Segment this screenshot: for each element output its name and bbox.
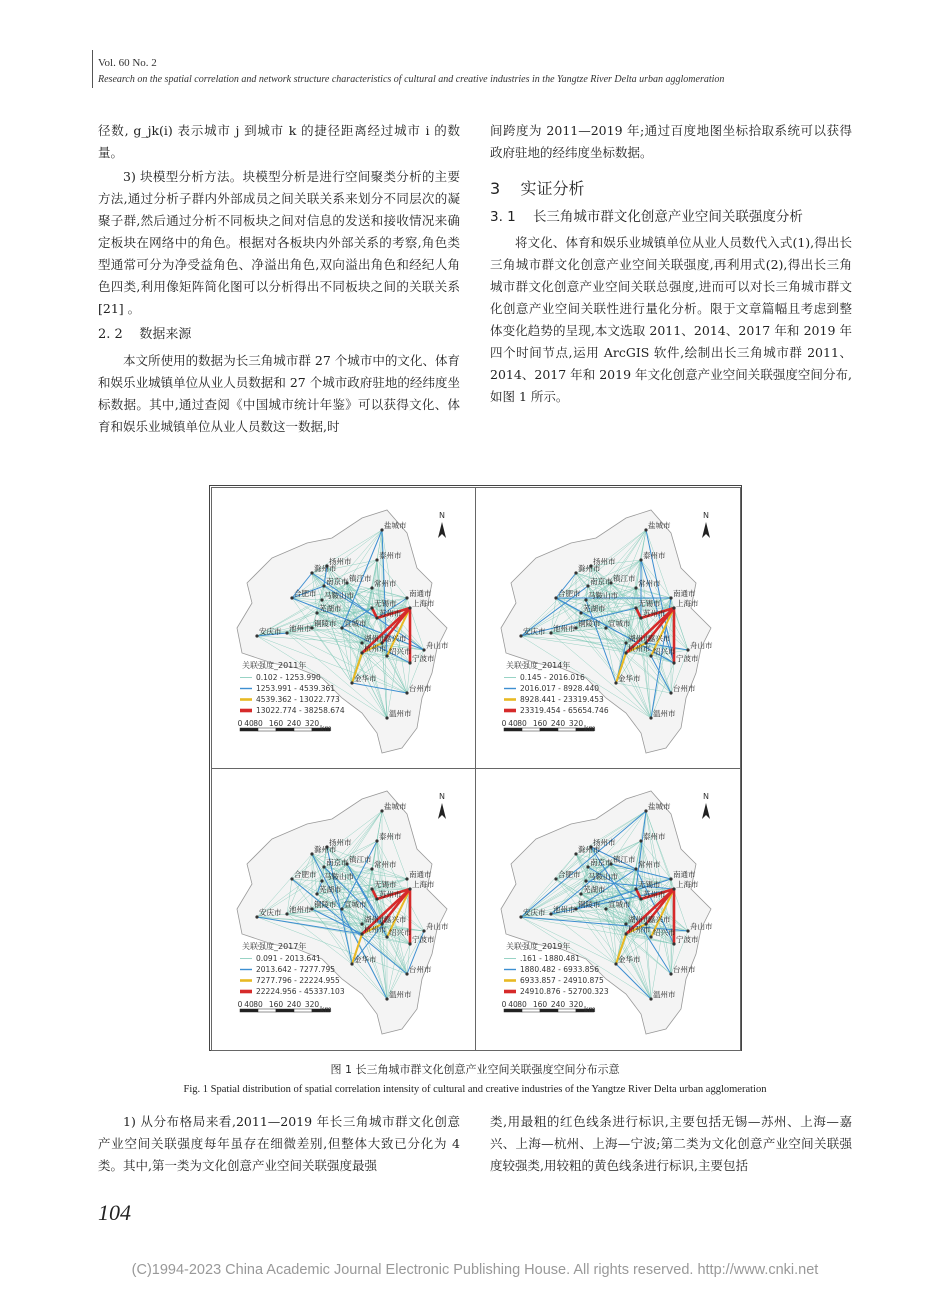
scale-tick: 240 [286, 719, 302, 728]
city-label: 铜陵市 [578, 619, 601, 628]
city-label: 铜陵市 [314, 619, 337, 628]
city-label: 金华市 [618, 955, 641, 964]
legend-label: 7277.796 - 22224.955 [256, 976, 340, 985]
city-label: 台州市 [409, 684, 432, 693]
journal-volume: Vol. 60 No. 2 [98, 57, 157, 69]
legend-title: 关联强度_2017年 [242, 942, 307, 951]
city-label: 合肥市 [294, 870, 317, 879]
map-svg [212, 488, 476, 769]
city-label: 南通市 [673, 870, 696, 879]
city-label: 常州市 [638, 579, 661, 588]
section-title: 实证分析 [520, 179, 585, 198]
scale-tick: 320 [568, 1000, 584, 1009]
city-label: 马鞍山市 [324, 591, 354, 600]
map-panel-2017 [211, 768, 477, 1051]
city-label: 杭州市 [628, 925, 651, 934]
city-label: 盐城市 [384, 802, 407, 811]
figure-caption-cn: 图 1 长三角城市群文化创意产业空间关联强度空间分布示意 [330, 1063, 620, 1076]
city-label: 湖州市 [628, 915, 651, 924]
scale-bar-segment [294, 1009, 312, 1012]
scale-tick: 320 [568, 719, 584, 728]
city-label: 合肥市 [294, 589, 317, 598]
city-label: 南京市 [326, 577, 349, 586]
city-label: 铜陵市 [578, 900, 601, 909]
city-label: 合肥市 [558, 870, 581, 879]
city-label: 湖州市 [628, 634, 651, 643]
legend-label: 4539.362 - 13022.773 [256, 695, 340, 704]
map-panel-2019 [475, 768, 741, 1051]
city-label: 泰州市 [379, 832, 402, 841]
city-label: 宣城市 [344, 619, 367, 628]
city-label: 镇江市 [613, 855, 636, 864]
scale-tick: 240 [550, 719, 566, 728]
city-label: 舟山市 [426, 922, 449, 931]
city-label: 温州市 [653, 709, 676, 718]
map-svg [476, 488, 740, 769]
section-title: 数据来源 [139, 327, 192, 342]
scale-bar-segment [276, 728, 294, 731]
city-label: 无锡市 [374, 599, 397, 608]
city-label: 常州市 [374, 860, 397, 869]
legend-label: .161 - 1880.481 [520, 954, 580, 963]
bottom-right-paragraph: 类,用最粗的红色线条进行标识,主要包括无锡—苏州、上海—嘉兴、上海—杭州、上海—宁波;第二类为文化创意产业空间关联强度较强类,用较粗的黄色线条进行标识,主要包括 [490, 1114, 852, 1173]
scale-bar-segment [276, 1009, 294, 1012]
city-label: 池州市 [553, 905, 576, 914]
section-number: 3 [490, 179, 501, 198]
bottom-left-paragraph: 1) 从分布格局来看,2011—2019 年长三角城市群文化创意产业空间关联强度每年虽存在细微差别,但整体大致已分化为 4 类。其中,第一类为文化创意产业空间关联强度最强 [98, 1114, 460, 1173]
city-label: 苏州市 [379, 609, 402, 618]
city-label: 舟山市 [690, 922, 713, 931]
city-label: 金华市 [354, 955, 377, 964]
scale-bar-segment [558, 1009, 576, 1012]
city-label: 嘉兴市 [384, 915, 407, 924]
scale-bar-segment [522, 1009, 540, 1012]
legend-label: 0.102 - 1253.990 [256, 673, 321, 682]
city-label: 芜湖市 [319, 604, 342, 613]
scale-unit: km [320, 724, 332, 733]
section-heading [490, 178, 852, 200]
city-label: 嘉兴市 [384, 634, 407, 643]
north-label: N [439, 792, 445, 801]
city-label: 台州市 [409, 965, 432, 974]
legend-label: 1253.991 - 4539.361 [256, 684, 336, 693]
city-label: 南京市 [326, 858, 349, 867]
city-label: 绍兴市 [389, 647, 412, 656]
map-svg [476, 769, 740, 1050]
city-label: 无锡市 [638, 599, 661, 608]
scale-tick: 160 [532, 1000, 548, 1009]
legend-label: 2013.642 - 7277.795 [256, 965, 336, 974]
scale-tick: 40 [244, 719, 254, 728]
city-label: 宁波市 [676, 654, 699, 663]
journal-english-title: Research on the spatial correlation and network structure characteristics of cultural and creative industries in the Yangtze River Delta urban agglomeration [98, 74, 725, 85]
scale-unit: km [584, 724, 596, 733]
scale-unit: km [584, 1005, 596, 1014]
subsection-number: 3. 1 [490, 209, 516, 225]
city-label: 马鞍山市 [588, 872, 618, 881]
city-label: 合肥市 [558, 589, 581, 598]
city-label: 宁波市 [676, 935, 699, 944]
legend-label: 2016.017 - 8928.440 [520, 684, 600, 693]
legend-title: 关联强度_2011年 [242, 661, 307, 670]
city-label: 扬州市 [329, 838, 352, 847]
city-label: 湖州市 [364, 634, 387, 643]
city-label: 泰州市 [643, 551, 666, 560]
city-label: 常州市 [374, 579, 397, 588]
city-label: 台州市 [673, 684, 696, 693]
scale-tick: 160 [268, 1000, 284, 1009]
city-label: 滁州市 [578, 845, 601, 854]
left-column [98, 120, 460, 438]
legend-label: 24910.876 - 52700.323 [520, 987, 609, 996]
city-label: 舟山市 [426, 641, 449, 650]
scale-tick: 160 [268, 719, 284, 728]
city-label: 上海市 [412, 599, 435, 608]
scale-bar-segment [240, 728, 258, 731]
legend-title: 关联强度_2014年 [506, 661, 571, 670]
legend-label: 0.091 - 2013.641 [256, 954, 321, 963]
city-label: 上海市 [676, 599, 699, 608]
city-label: 温州市 [653, 990, 676, 999]
scale-bar-segment [540, 728, 558, 731]
city-label: 绍兴市 [389, 928, 412, 937]
scale-tick: 320 [304, 1000, 320, 1009]
city-label: 宁波市 [412, 935, 435, 944]
scale-tick: 80 [517, 1000, 527, 1009]
city-label: 马鞍山市 [324, 872, 354, 881]
city-label: 宣城市 [344, 900, 367, 909]
city-label: 温州市 [389, 990, 412, 999]
paragraph: 将文化、体育和娱乐业城镇单位从业人员数代入式(1),得出长三角城市群文化创意产业空间关联强度,再利用式(2),得出长三角城市群文化创意产业空间关联总强度,进而可以对长三角城市群文化创意产业空间关联性进行量化分析。限于文章篇幅且考虑到整体变化趋势的呈现,本文选取 2011、2014、2017 年和 2019 年四个时间节点,运用 ArcGIS 软件,绘制出长三角城市群 2011、2014、2017 年和 2019 年文化创意产业空间关联强度空间分布,如图 1 所示。 [490, 235, 852, 404]
north-arrow-icon [438, 803, 446, 819]
city-label: 上海市 [412, 880, 435, 889]
scale-bar-segment [258, 1009, 276, 1012]
section-heading [98, 324, 460, 346]
scale-tick: 0 [237, 719, 243, 728]
paragraph: 本文所使用的数据为长三角城市群 27 个城市中的文化、体育和娱乐业城镇单位从业人员数据和 27 个城市政府驻地的经纬度坐标数据。其中,通过查阅《中国城市统计年鉴》可以获得文化、体育和娱乐业城镇单位从业人员数这一数据,时 [98, 353, 460, 434]
city-label: 南通市 [409, 870, 432, 879]
city-label: 安庆市 [523, 908, 546, 917]
legend-label: 22224.956 - 45337.103 [256, 987, 345, 996]
north-arrow-icon [702, 522, 710, 538]
city-label: 宁波市 [412, 654, 435, 663]
city-label: 无锡市 [374, 880, 397, 889]
scale-tick: 40 [508, 1000, 518, 1009]
map-svg [212, 769, 476, 1050]
city-label: 宣城市 [608, 619, 631, 628]
scale-bar-segment [504, 1009, 522, 1012]
city-label: 铜陵市 [314, 900, 337, 909]
city-label: 南京市 [590, 858, 613, 867]
city-label: 安庆市 [259, 627, 282, 636]
map-panel-2014 [475, 487, 741, 770]
city-label: 苏州市 [643, 609, 666, 618]
city-label: 绍兴市 [653, 928, 676, 937]
scale-tick: 0 [237, 1000, 243, 1009]
city-label: 杭州市 [364, 644, 387, 653]
city-label: 池州市 [289, 905, 312, 914]
city-label: 盐城市 [384, 521, 407, 530]
city-label: 马鞍山市 [588, 591, 618, 600]
scale-tick: 40 [508, 719, 518, 728]
scale-tick: 160 [532, 719, 548, 728]
city-label: 苏州市 [643, 890, 666, 899]
city-label: 盐城市 [648, 802, 671, 811]
paragraph: 间跨度为 2011—2019 年;通过百度地图坐标拾取系统可以获得政府驻地的经纬度坐标数据。 [490, 123, 852, 160]
city-label: 上海市 [676, 880, 699, 889]
scale-tick: 0 [501, 1000, 507, 1009]
city-label: 芜湖市 [583, 885, 606, 894]
city-label: 盐城市 [648, 521, 671, 530]
scale-tick: 80 [517, 719, 527, 728]
city-label: 滁州市 [578, 564, 601, 573]
city-label: 绍兴市 [653, 647, 676, 656]
city-label: 泰州市 [643, 832, 666, 841]
north-label: N [703, 511, 709, 520]
header-rule [92, 50, 93, 88]
legend-label: 0.145 - 2016.016 [520, 673, 585, 682]
city-label: 芜湖市 [583, 604, 606, 613]
city-label: 芜湖市 [319, 885, 342, 894]
city-label: 池州市 [289, 624, 312, 633]
figure-caption-en: Fig. 1 Spatial distribution of spatial correlation intensity of cultural and creative industries of the Yangtze River Delta urban agglomeration [183, 1084, 767, 1095]
scale-tick: 40 [244, 1000, 254, 1009]
city-label: 常州市 [638, 860, 661, 869]
city-label: 无锡市 [638, 880, 661, 889]
city-label: 嘉兴市 [648, 634, 671, 643]
city-label: 镇江市 [613, 574, 636, 583]
city-label: 泰州市 [379, 551, 402, 560]
copyright-footer: (C)1994-2023 China Academic Journal Electronic Publishing House. All rights reserved. http://www.cnki.net [131, 1262, 819, 1278]
north-arrow-icon [702, 803, 710, 819]
scale-bar-segment [504, 728, 522, 731]
legend-label: 23319.454 - 65654.746 [520, 706, 609, 715]
city-label: 南京市 [590, 577, 613, 586]
city-label: 温州市 [389, 709, 412, 718]
city-label: 安庆市 [259, 908, 282, 917]
city-label: 南通市 [409, 589, 432, 598]
section-number: 2. 2 [98, 327, 123, 342]
city-label: 镇江市 [349, 855, 372, 864]
legend-label: 1880.482 - 6933.856 [520, 965, 600, 974]
city-label: 宣城市 [608, 900, 631, 909]
city-label: 台州市 [673, 965, 696, 974]
scale-bar-segment [240, 1009, 258, 1012]
scale-unit: km [320, 1005, 332, 1014]
city-label: 杭州市 [364, 925, 387, 934]
paragraph: 3) 块模型分析方法。块模型分析是进行空间聚类分析的主要方法,通过分析子群内外部成员之间关联关系来划分不同层次的凝聚子群,然后通过分析不同板块之间对信息的发送和接收情况来确定板块在网络中的角色。根据对各板块内外部关系的考察,角色类型通常可分为净受益角色、净溢出角色,双向溢出角色和经纪人角色四类,利用像矩阵简化图可以分析得出不同板块之间的关联关系 [21] 。 [98, 169, 460, 316]
city-label: 苏州市 [379, 890, 402, 899]
legend-label: 13022.774 - 38258.674 [256, 706, 345, 715]
scale-tick: 0 [501, 719, 507, 728]
legend-label: 6933.857 - 24910.875 [520, 976, 604, 985]
legend-title: 关联强度_2019年 [506, 942, 571, 951]
city-label: 滁州市 [314, 564, 337, 573]
city-label: 南通市 [673, 589, 696, 598]
north-label: N [439, 511, 445, 520]
city-label: 嘉兴市 [648, 915, 671, 924]
city-label: 金华市 [618, 674, 641, 683]
right-column [490, 120, 852, 408]
map-panel-2011 [211, 487, 477, 770]
page-number: 104 [98, 1200, 131, 1225]
scale-tick: 320 [304, 719, 320, 728]
city-label: 镇江市 [349, 574, 372, 583]
city-label: 安庆市 [523, 627, 546, 636]
city-label: 扬州市 [593, 557, 616, 566]
figure-1 [209, 485, 742, 1051]
scale-tick: 240 [550, 1000, 566, 1009]
scale-bar-segment [558, 728, 576, 731]
city-label: 湖州市 [364, 915, 387, 924]
scale-bar-segment [294, 728, 312, 731]
legend-label: 8928.441 - 23319.453 [520, 695, 604, 704]
subsection-heading [490, 206, 852, 228]
north-arrow-icon [438, 522, 446, 538]
scale-bar-segment [258, 728, 276, 731]
scale-bar-segment [522, 728, 540, 731]
paragraph: 径数, g_jk(i) 表示城市 j 到城市 k 的捷径距离经过城市 i 的数量。 [98, 123, 460, 160]
north-label: N [703, 792, 709, 801]
city-label: 扬州市 [329, 557, 352, 566]
scale-bar-segment [540, 1009, 558, 1012]
city-label: 杭州市 [628, 644, 651, 653]
scale-tick: 80 [253, 719, 263, 728]
city-label: 舟山市 [690, 641, 713, 650]
city-label: 金华市 [354, 674, 377, 683]
scale-tick: 80 [253, 1000, 263, 1009]
city-label: 滁州市 [314, 845, 337, 854]
city-label: 扬州市 [593, 838, 616, 847]
city-label: 池州市 [553, 624, 576, 633]
scale-tick: 240 [286, 1000, 302, 1009]
subsection-title: 长三角城市群文化创意产业空间关联强度分析 [532, 209, 803, 225]
